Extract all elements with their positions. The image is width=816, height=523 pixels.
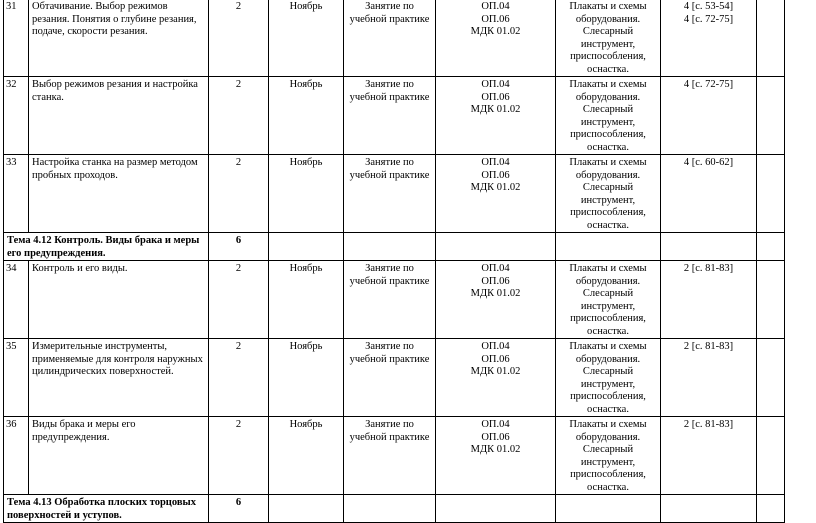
table-row bbox=[4, 77, 785, 155]
theme-row bbox=[4, 495, 785, 523]
theme-title: Тема 4.13 Обработка плоских торцовых поверхностей и уступов. bbox=[4, 495, 209, 523]
lesson-topic: Измерительные инструменты, применяемые для контроля наружных цилиндрических поверхностей. bbox=[29, 339, 209, 417]
empty-cell bbox=[556, 495, 661, 523]
competency-code: ОП.06 bbox=[481, 275, 510, 287]
lesson-number: 34 bbox=[4, 261, 29, 339]
lesson-number: 36 bbox=[4, 417, 29, 495]
lesson-number: 32 bbox=[4, 77, 29, 155]
lesson-references bbox=[661, 0, 757, 77]
table-row bbox=[4, 0, 785, 77]
lesson-equipment: Плакаты и схемы оборудования. Слесарный инструмент, приспособления, оснастка. bbox=[556, 261, 661, 339]
lesson-references bbox=[661, 261, 757, 339]
competency-codes bbox=[436, 155, 556, 233]
lesson-month: Ноябрь bbox=[269, 339, 344, 417]
lesson-kind: Занятие по учебной практике bbox=[344, 417, 436, 495]
lesson-hours: 2 bbox=[209, 261, 269, 339]
competency-code: ОП.06 bbox=[481, 169, 510, 181]
lesson-equipment: Плакаты и схемы оборудования. Слесарный инструмент, приспособления, оснастка. bbox=[556, 77, 661, 155]
empty-cell bbox=[757, 495, 785, 523]
lesson-topic: Выбор режимов резания и настройка станка. bbox=[29, 77, 209, 155]
lesson-month: Ноябрь bbox=[269, 0, 344, 77]
lesson-month: Ноябрь bbox=[269, 261, 344, 339]
lesson-hours: 2 bbox=[209, 417, 269, 495]
competency-code: МДК 01.02 bbox=[470, 366, 521, 377]
table-row bbox=[4, 155, 785, 233]
competency-code: ОП.04 bbox=[481, 1, 510, 12]
competency-code: ОП.06 bbox=[481, 91, 510, 103]
lesson-references bbox=[661, 417, 757, 495]
lesson-topic: Виды брака и меры его предупреждения. bbox=[29, 417, 209, 495]
lesson-equipment: Плакаты и схемы оборудования. Слесарный инструмент, приспособления, оснастка. bbox=[556, 339, 661, 417]
competency-code: МДК 01.02 bbox=[470, 444, 521, 455]
theme-title: Тема 4.12 Контроль. Виды брака и меры его предупреждения. bbox=[4, 233, 209, 261]
lesson-equipment: Плакаты и схемы оборудования. Слесарный инструмент, приспособления, оснастка. bbox=[556, 155, 661, 233]
lesson-hours: 2 bbox=[209, 155, 269, 233]
competency-codes bbox=[436, 0, 556, 77]
empty-cell bbox=[757, 233, 785, 261]
lesson-topic: Контроль и его виды. bbox=[29, 261, 209, 339]
empty-cell bbox=[556, 233, 661, 261]
reference: 2 [с. 81-83] bbox=[683, 341, 734, 352]
reference: 4 [с. 53-54] bbox=[683, 1, 734, 12]
lesson-kind: Занятие по учебной практике bbox=[344, 339, 436, 417]
lesson-equipment: Плакаты и схемы оборудования. Слесарный инструмент, приспособления, оснастка. bbox=[556, 0, 661, 77]
lesson-month: Ноябрь bbox=[269, 417, 344, 495]
empty-cell bbox=[436, 495, 556, 523]
lesson-month: Ноябрь bbox=[269, 155, 344, 233]
table-row bbox=[4, 417, 785, 495]
competency-code: ОП.06 bbox=[481, 353, 510, 365]
competency-codes bbox=[436, 77, 556, 155]
empty-cell bbox=[269, 495, 344, 523]
empty-cell bbox=[757, 0, 785, 77]
empty-cell bbox=[757, 417, 785, 495]
competency-codes bbox=[436, 417, 556, 495]
lesson-references bbox=[661, 77, 757, 155]
table-row bbox=[4, 339, 785, 417]
competency-code: ОП.06 bbox=[481, 13, 510, 25]
competency-codes bbox=[436, 261, 556, 339]
lesson-number: 35 bbox=[4, 339, 29, 417]
lesson-kind: Занятие по учебной практике bbox=[344, 155, 436, 233]
lesson-hours: 2 bbox=[209, 339, 269, 417]
reference: 4 [с. 72-75] bbox=[683, 79, 734, 90]
competency-code: МДК 01.02 bbox=[470, 288, 521, 299]
lesson-kind: Занятие по учебной практике bbox=[344, 0, 436, 77]
empty-cell bbox=[757, 77, 785, 155]
table-row bbox=[4, 261, 785, 339]
empty-cell bbox=[757, 155, 785, 233]
reference: 4 [с. 72-75] bbox=[683, 13, 734, 25]
competency-code: ОП.04 bbox=[481, 79, 510, 90]
empty-cell bbox=[436, 233, 556, 261]
theme-hours: 6 bbox=[209, 233, 269, 261]
lesson-hours: 2 bbox=[209, 77, 269, 155]
empty-cell bbox=[661, 495, 757, 523]
empty-cell bbox=[269, 233, 344, 261]
empty-cell bbox=[344, 495, 436, 523]
empty-cell bbox=[661, 233, 757, 261]
lesson-hours: 2 bbox=[209, 0, 269, 77]
empty-cell bbox=[757, 261, 785, 339]
competency-code: МДК 01.02 bbox=[470, 26, 521, 37]
lesson-kind: Занятие по учебной практике bbox=[344, 261, 436, 339]
competency-code: МДК 01.02 bbox=[470, 104, 521, 115]
lesson-number: 31 bbox=[4, 0, 29, 77]
lesson-number: 33 bbox=[4, 155, 29, 233]
reference: 2 [с. 81-83] bbox=[683, 263, 734, 274]
lesson-equipment: Плакаты и схемы оборудования. Слесарный инструмент, приспособления, оснастка. bbox=[556, 417, 661, 495]
empty-cell bbox=[757, 339, 785, 417]
theme-hours: 6 bbox=[209, 495, 269, 523]
theme-row bbox=[4, 233, 785, 261]
empty-cell bbox=[344, 233, 436, 261]
competency-codes bbox=[436, 339, 556, 417]
lesson-kind: Занятие по учебной практике bbox=[344, 77, 436, 155]
competency-code: ОП.04 bbox=[481, 341, 510, 352]
schedule-table bbox=[3, 0, 785, 523]
lesson-topic: Настройка станка на размер методом пробных проходов. bbox=[29, 155, 209, 233]
competency-code: ОП.04 bbox=[481, 263, 510, 274]
lesson-topic: Обтачивание. Выбор режимов резания. Понятия о глубине резания, подаче, скорости резания. bbox=[29, 0, 209, 77]
lesson-references bbox=[661, 155, 757, 233]
reference: 2 [с. 81-83] bbox=[683, 419, 734, 430]
lesson-month: Ноябрь bbox=[269, 77, 344, 155]
competency-code: ОП.04 bbox=[481, 419, 510, 430]
competency-code: ОП.04 bbox=[481, 157, 510, 168]
reference: 4 [с. 60-62] bbox=[683, 157, 734, 168]
competency-code: МДК 01.02 bbox=[470, 182, 521, 193]
lesson-references bbox=[661, 339, 757, 417]
table-body bbox=[4, 0, 785, 523]
competency-code: ОП.06 bbox=[481, 431, 510, 443]
